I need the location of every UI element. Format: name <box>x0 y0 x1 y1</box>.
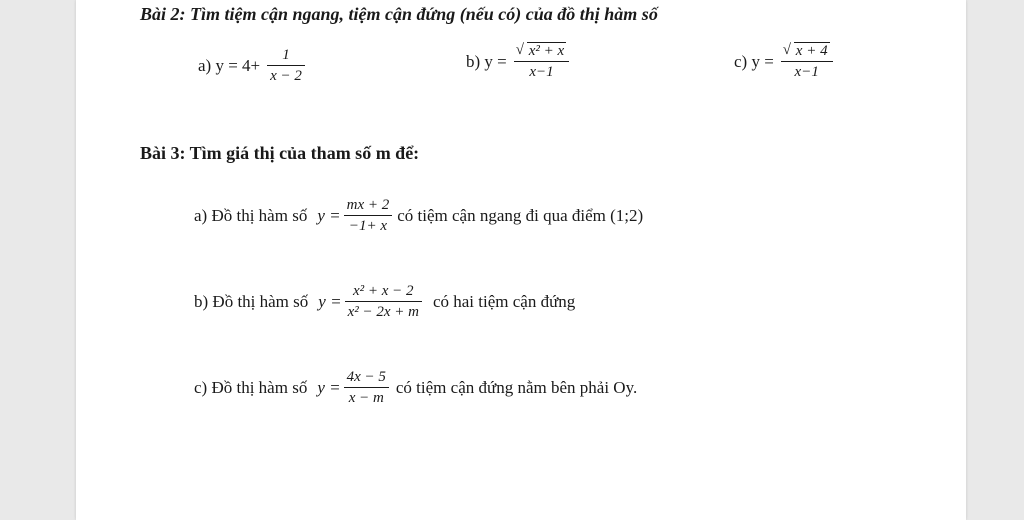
exercise-3c-suffix: có tiệm cận đứng nằm bên phải Oy. <box>395 377 638 397</box>
exercise-3b-numerator: x² + x − 2 <box>345 282 422 302</box>
exercise-3a-y: y = <box>317 205 341 225</box>
sqrt-symbol <box>784 42 830 60</box>
document-page <box>76 0 966 520</box>
exercise-3b-prefix: b) Đồ thị hàm số <box>194 291 309 311</box>
exercise-2b-label: b) y = <box>466 51 507 71</box>
exercise-3a-denominator: −1+ x <box>348 218 387 234</box>
exercise-3c-y: y = <box>317 377 341 397</box>
exercise-2a <box>198 46 308 85</box>
exercise-3a-fraction <box>344 196 393 235</box>
exercise-2-title: Bài 2: Tìm tiệm cận ngang, tiệm cận đứng (nếu có) của đồ thị hàm số <box>140 4 658 24</box>
exercise-3c-prefix: c) Đồ thị hàm số <box>194 377 308 397</box>
exercise-3b-suffix: có hai tiệm cận đứng <box>432 291 576 311</box>
exercise-2a-denominator: x − 2 <box>270 68 302 84</box>
exercise-3b-y: y = <box>318 291 342 311</box>
exercise-2b-radicand: x² + x <box>528 43 565 59</box>
exercise-2c-denominator: x−1 <box>794 64 819 80</box>
exercise-2b <box>466 42 572 81</box>
exercise-2c-radicand: x + 4 <box>795 43 828 59</box>
exercise-3-title: Bài 3: Tìm giá thị của tham số m để: <box>140 143 420 163</box>
exercise-2c <box>734 42 836 81</box>
exercise-2a-label: a) y = 4+ <box>198 55 261 75</box>
exercise-3b <box>194 282 575 321</box>
exercise-3a-numerator: mx + 2 <box>344 196 393 216</box>
exercise-2b-denominator: x−1 <box>529 64 554 80</box>
exercise-3a <box>194 196 643 235</box>
exercise-3c-fraction <box>344 368 389 407</box>
exercise-3c-denominator: x − m <box>348 390 384 406</box>
exercise-3a-suffix: có tiệm cận ngang đi qua điểm (1;2) <box>397 205 644 225</box>
exercise-2b-numerator <box>514 42 569 62</box>
exercise-2a-numerator: 1 <box>267 46 305 66</box>
exercise-2c-fraction <box>781 42 833 81</box>
sqrt-symbol <box>517 42 566 60</box>
exercise-2b-fraction <box>514 42 569 81</box>
exercise-2c-numerator <box>781 42 833 62</box>
exercise-3b-fraction <box>345 282 422 321</box>
exercise-2c-label: c) y = <box>734 51 774 71</box>
exercise-3c-numerator: 4x − 5 <box>344 368 389 388</box>
exercise-2a-fraction <box>267 46 305 85</box>
exercise-3c <box>194 368 637 407</box>
exercise-3a-prefix: a) Đồ thị hàm số <box>194 205 308 225</box>
exercise-3b-denominator: x² − 2x + m <box>347 304 419 320</box>
